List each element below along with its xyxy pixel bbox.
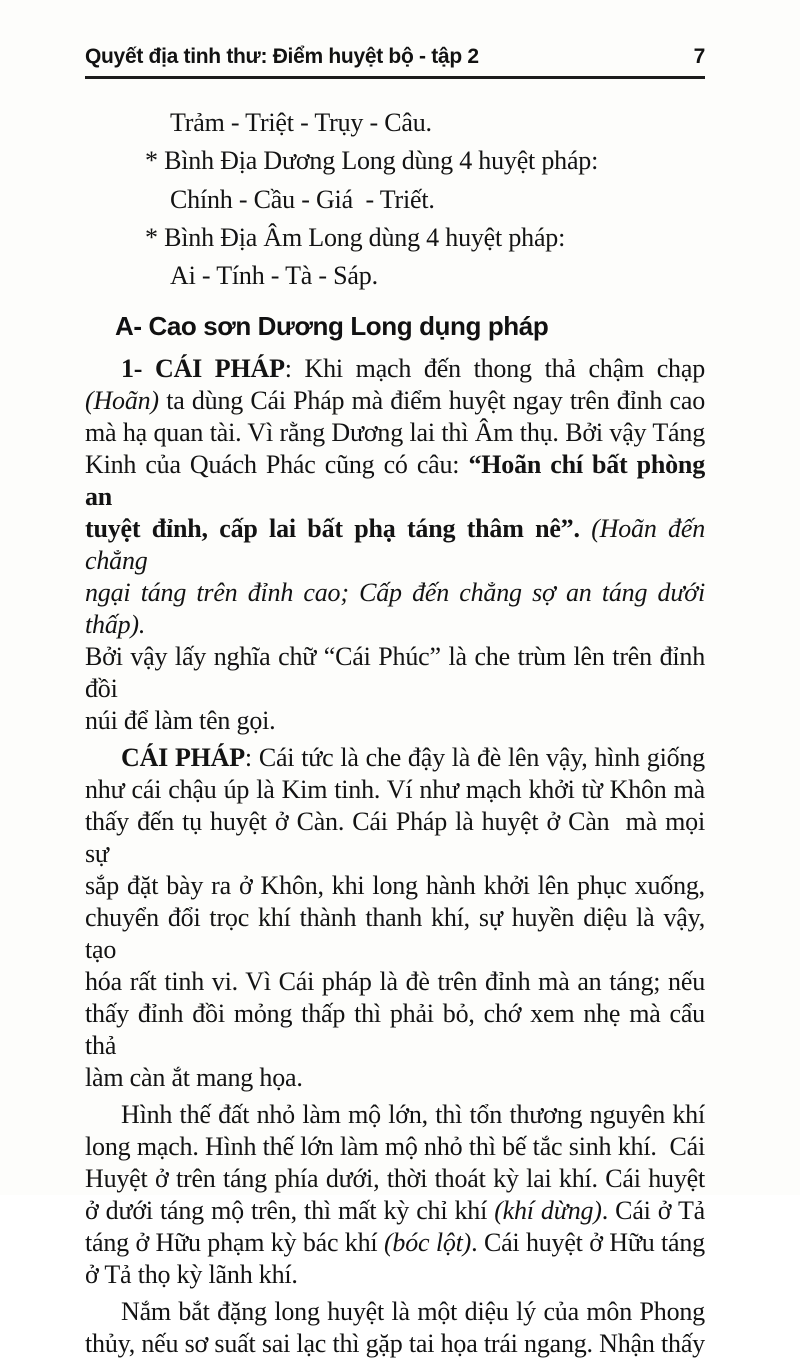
text-line (85, 966, 705, 998)
italic-run: (bóc lột) (383, 1228, 472, 1258)
paragraph-nam-bat (85, 1296, 705, 1360)
section-heading-cao-son-duong-long: A- Cao sơn Dương Long dụng pháp (115, 311, 549, 342)
text-run: Trảm - Triệt - Trụy - Câu. (170, 108, 432, 137)
text-run: Bởi vậy lấy nghĩa chữ “Cái Phúc” là che trùm lên trên đỉnh đồi (85, 642, 705, 704)
text-line (85, 353, 705, 385)
text-line (85, 1328, 705, 1360)
paragraph-cai-phap-1 (85, 353, 705, 737)
bold-run: “Hoãn chí bất phòng an (85, 450, 705, 512)
text-run: như cái chậu úp là Kim tinh. Ví như mạch khởi từ Khôn mà (85, 775, 705, 805)
text-run: long mạch. Hình thế lớn làm mộ nhỏ thì bế tắc sinh khí. Cái (85, 1132, 705, 1162)
text-line (85, 513, 705, 577)
page-number: 7 (693, 45, 705, 68)
text-run: Chính - Cầu - Giá - Triết. (170, 184, 435, 214)
text-line (85, 774, 705, 806)
text-run: làm càn ắt mang họa. (85, 1063, 303, 1093)
text-line (85, 742, 705, 774)
text-run: sắp đặt bày ra ở Khôn, khi long hành khởi lên phục xuống, (85, 871, 705, 901)
text-line (85, 1259, 705, 1291)
text-line (85, 104, 705, 142)
text-run: chuyển đổi trọc khí thành thanh khí, sự huyền diệu là vậy, tạo (85, 903, 705, 965)
text-run: táng ở Hữu phạm kỳ bác khí (85, 1228, 384, 1258)
page-header (85, 45, 705, 79)
text-run: * Bình Địa Dương Long dùng 4 huyệt pháp: (145, 146, 599, 176)
text-line (85, 1296, 705, 1328)
running-head (85, 45, 705, 69)
italic-run: ngại táng trên đỉnh cao; Cấp đến chẳng sợ an táng dưới thấp). (85, 578, 705, 640)
text-line (85, 1062, 705, 1094)
text-run: Hình thế đất nhỏ làm mộ lớn, thì tổn thương nguyên khí (121, 1100, 705, 1130)
text-run: : Khi mạch đến thong thả chậm chạp (284, 354, 705, 384)
text-line (85, 1099, 705, 1131)
text-run: ta dùng Cái Pháp mà điểm huyệt ngay trên đỉnh cao (158, 386, 705, 416)
text-line (85, 257, 705, 295)
bold-run: CÁI PHÁP (121, 743, 245, 773)
paragraph-cai-phap-2 (85, 742, 705, 1094)
text-run: thấy đến tụ huyệt ở Càn. Cái Pháp là huyệt ở Càn mà mọi sự (85, 807, 705, 869)
text-line (85, 641, 705, 705)
paragraph-hinh-the (85, 1099, 705, 1291)
text-run: ở Tả thọ kỳ lãnh khí. (85, 1260, 298, 1290)
text-run: Huyệt ở trên táng phía dưới, thời thoát kỳ lai khí. Cái huyệt (85, 1164, 705, 1194)
text-run: mà hạ quan tài. Vì rằng Dương lai thì Âm thụ. Bởi vậy Táng (85, 418, 705, 448)
italic-run: (Hoãn đến chẳng (85, 514, 705, 576)
text-line (85, 902, 705, 966)
text-line (85, 449, 705, 513)
bold-run: tuyệt đỉnh, cấp lai bất phạ táng thâm nê”. (85, 514, 592, 544)
text-run: thấy đỉnh đồi mỏng thấp thì phải bỏ, chớ xem nhẹ mà cẩu thả (85, 999, 705, 1061)
text-line (85, 142, 705, 180)
text-line (85, 705, 705, 737)
text-line (85, 181, 705, 219)
text-line (85, 1131, 705, 1163)
running-title: Quyết địa tinh thư: Điểm huyệt bộ - tập 2 (85, 45, 479, 68)
text-run: : Cái tức là che đậy là đè lên vậy, hình giống (244, 743, 705, 773)
text-run: . Cái huyệt ở Hữu táng (471, 1228, 705, 1258)
text-run: Ai - Tính - Tà - Sáp. (170, 261, 378, 291)
text-line (85, 870, 705, 902)
bold-run: 1- CÁI PHÁP (121, 354, 285, 384)
text-line (85, 1195, 705, 1227)
italic-run: (Hoãn) (85, 386, 159, 416)
text-line (85, 385, 705, 417)
text-run: hóa rất tinh vi. Vì Cái pháp là đè trên đỉnh mà an táng; nếu (85, 967, 705, 997)
text-run: Kinh của Quách Phác cũng có câu: (85, 450, 469, 480)
text-run: . Cái ở Tả (601, 1196, 706, 1226)
text-run: * Bình Địa Âm Long dùng 4 huyệt pháp: (145, 222, 566, 252)
page-body (85, 96, 705, 1360)
text-run: thủy, nếu sơ suất sai lạc thì gặp tai họa trái ngang. Nhận thấy (85, 1329, 705, 1359)
italic-run: (khí dừng) (494, 1196, 602, 1226)
text-run: Nắm bắt đặng long huyệt là một diệu lý của môn Phong (121, 1297, 705, 1327)
text-run: ở dưới táng mộ trên, thì mất kỳ chỉ khí (85, 1196, 495, 1226)
huyet-phap-list (85, 104, 705, 295)
text-line (85, 417, 705, 449)
text-line (85, 806, 705, 870)
text-line (85, 219, 705, 257)
text-run: núi để làm tên gọi. (85, 706, 276, 736)
text-line (85, 1227, 705, 1259)
text-line (85, 577, 705, 641)
text-line (85, 1163, 705, 1195)
text-line (85, 998, 705, 1062)
header-rule (85, 76, 705, 79)
